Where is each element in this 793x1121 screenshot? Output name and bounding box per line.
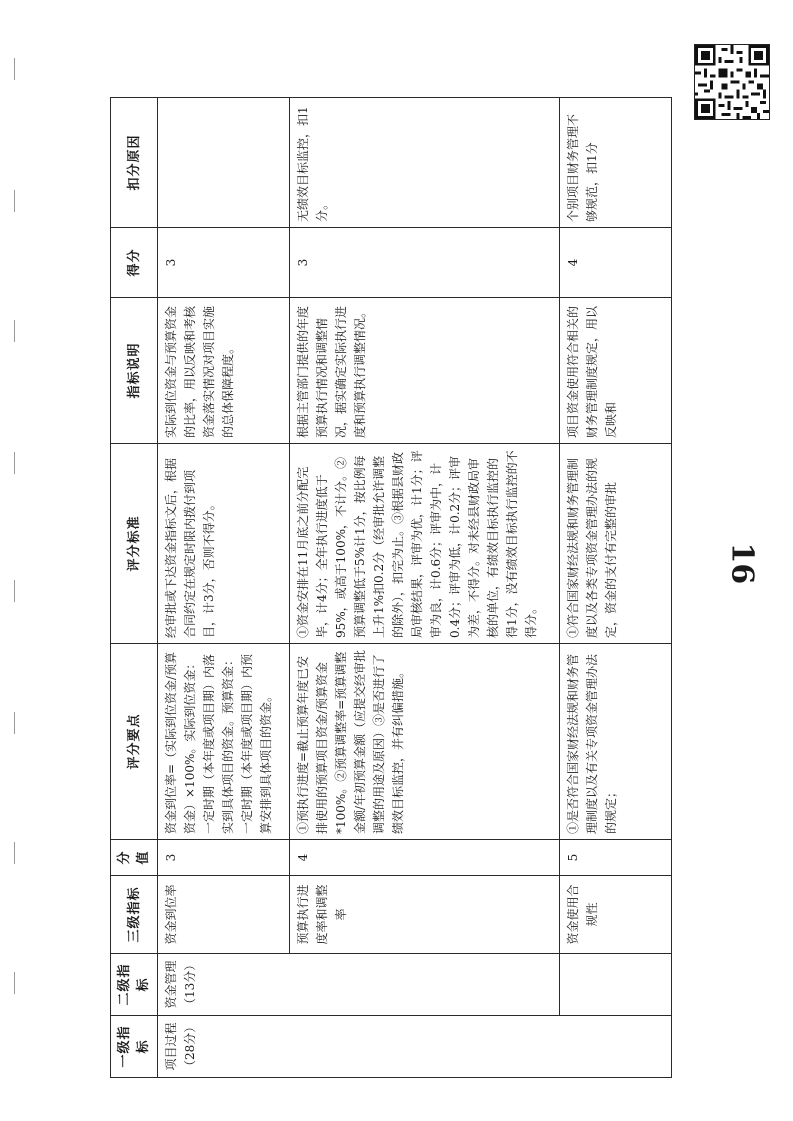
deduction-reason-cell [158, 98, 290, 228]
criteria-cell: 经审批或下达资金指标文后，根据合同约定在规定时限内拨付到项目，计3分，否则不得分。 [158, 444, 290, 644]
scoring-table [110, 97, 672, 1078]
header-key-points: 评分要点 [111, 644, 158, 840]
table-row [560, 98, 672, 1078]
key-points-cell: ①预执行进度=截止预算年度已安排使用的预算项目资金/预算资金*100%。②预算调整率=预算调整金额/年初预算金额（应提交经审批调整的用途及原因）③是否进行了绩效目标监控，并有纠偏措施。 [290, 644, 560, 840]
level1-label: 项目过程（28分） [164, 1020, 197, 1072]
criteria-cell: ①资金安排在11月底之前分配完毕，计4分；全年执行进度低于95%，或高于100%，不计分。②预算调整低于5%计1分，按比例每上升1%扣0.2分（经审批允许调整的除外），扣完为止。③根据县财政局审核结果，评审为优，计1分；评审为良，计0.6分；评审为中，计0.4分；评审为低，计0.2分；评审为差，不得分。对未经县财政局审核的单位，有绩效目标执行监控的得1分，没有绩效目标执行监控的不得分。 [290, 444, 560, 644]
score-obtained-cell: 4 [560, 228, 672, 298]
header-score-value: 分值 [111, 840, 158, 876]
level3-cell: 预算执行进度率和调整率 [290, 876, 560, 954]
header-score-obtained: 得分 [111, 228, 158, 298]
score-value-cell: 3 [158, 840, 290, 876]
level3-cell: 资金到位率 [158, 876, 290, 954]
margin-mark [14, 712, 15, 734]
margin-mark [14, 972, 15, 994]
score-value-cell: 4 [290, 840, 560, 876]
score-value-cell: 5 [560, 840, 672, 876]
qr-code-icon [694, 44, 770, 120]
deduction-reason-cell: 个别项目财务管理不够规范，扣1分 [560, 98, 672, 228]
margin-mark [14, 842, 15, 864]
header-criteria: 评分标准 [111, 444, 158, 644]
header-level3: 三级指标 [111, 876, 158, 954]
header-deduction-reason: 扣分原因 [111, 98, 158, 228]
scoring-table-rotated [110, 98, 670, 1078]
indicator-desc-cell: 实际到位资金与预算资金的比率，用以反映和考核资金落实情况对项目实施的总体保障程度。 [158, 298, 290, 444]
indicator-desc-cell: 根据主管部门提供的年度预算执行情况和调整情况，据实确定实际执行进度和预算执行调整情况。 [290, 298, 560, 444]
table-row [158, 98, 290, 1078]
score-obtained-cell: 3 [158, 228, 290, 298]
indicator-desc-cell: 项目资金使用符合相关的财务管理制度规定，用以反映和 [560, 298, 672, 444]
header-level2: 二级指标 [111, 954, 158, 1016]
margin-mark [14, 452, 15, 474]
margin-mark [14, 190, 15, 212]
level2-cell-empty [560, 954, 672, 1016]
key-points-cell: ①是否符合国家财经法规和财务管理制度以及有关专项资金管理办法的规定； [560, 644, 672, 840]
criteria-cell: ①符合国家财经法规和财务管理制度以及各类专项资金管理办法的规定，资金的支付有完整的审批 [560, 444, 672, 644]
level2-label: 资金管理（13分） [164, 958, 197, 1010]
header-indicator-desc: 指标说明 [111, 298, 158, 444]
level1-cell [158, 1016, 672, 1078]
header-level1: 一级指标 [111, 1016, 158, 1078]
level3-cell: 资金使用合规性 [560, 876, 672, 954]
table-row [290, 98, 560, 1078]
table-header-row [111, 98, 158, 1078]
page-number: 16 [724, 542, 760, 585]
margin-mark [14, 320, 15, 342]
deduction-reason-cell: 无绩效目标监控，扣1分。 [290, 98, 560, 228]
margin-mark [14, 580, 15, 602]
key-points-cell: 资金到位率=（实际到位资金/预算资金）×100%。实际到位资金：一定时期（本年度或项目期）内落实到具体项目的资金。预算资金：一定时期（本年度或项目期）内预算安排到具体项目的资金。 [158, 644, 290, 840]
score-obtained-cell: 3 [290, 228, 560, 298]
level2-cell [158, 954, 560, 1016]
margin-mark [14, 58, 15, 80]
